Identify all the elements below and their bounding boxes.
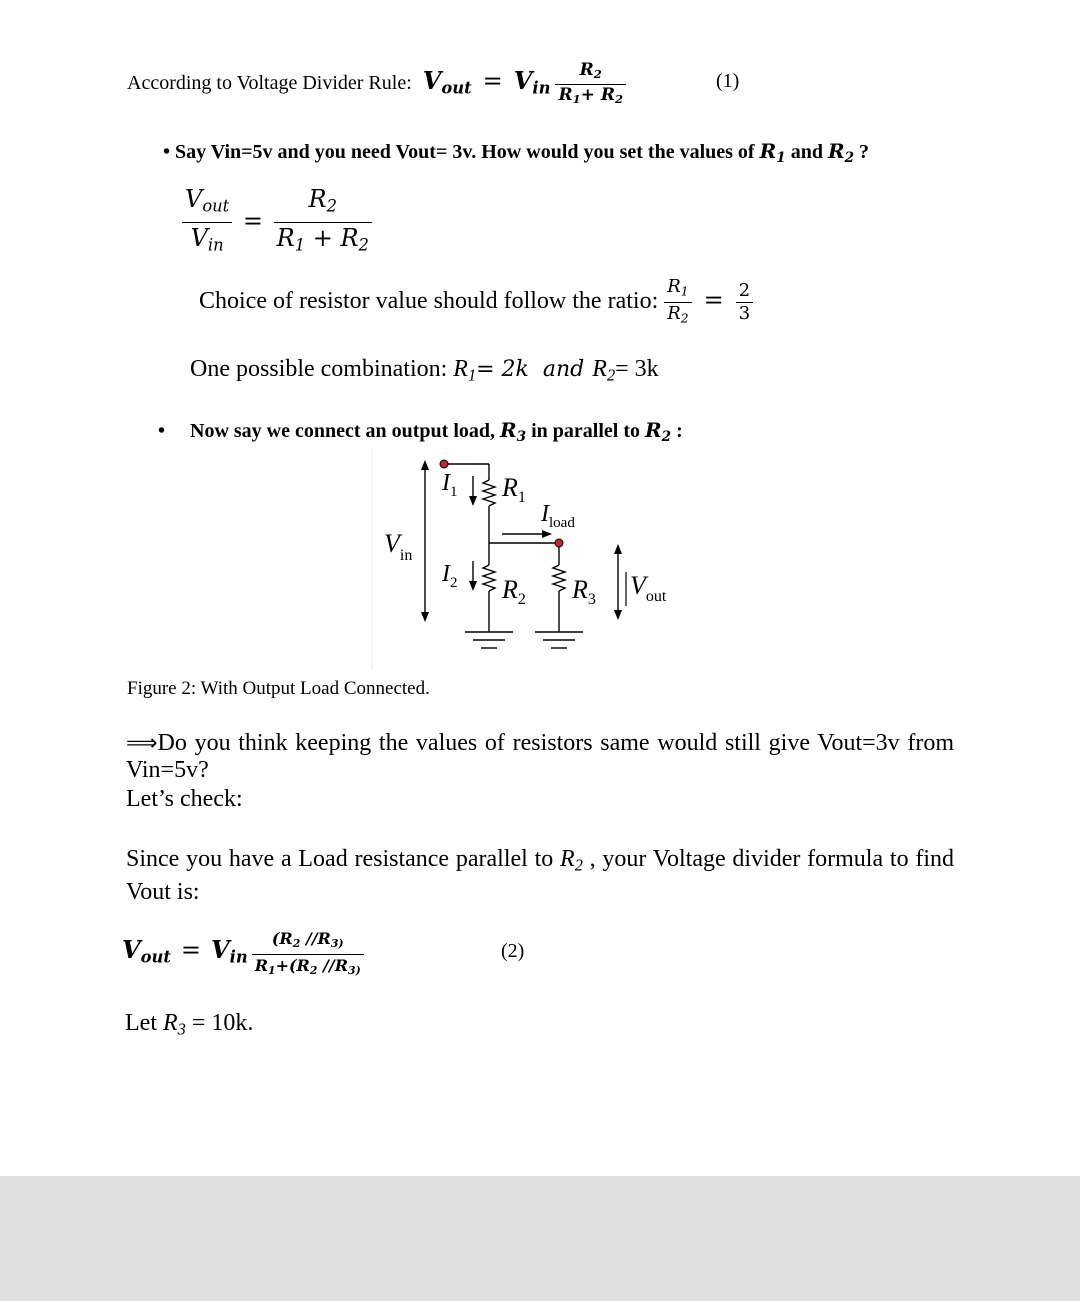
combination-line: One possible combination: $R_1= 2k$ and $R_2= 3k$: [190, 356, 659, 385]
eq1-lhs: $V_{out}$: [422, 66, 472, 98]
question-1: • Say Vin=5v and you need Vout= 3v. How would you set the values of $R_1$ and $R_2$ ?: [163, 139, 870, 166]
figure-caption: Figure 2: With Output Load Connected.: [127, 678, 430, 699]
eq2-line: $V_{out} = V_{in}$ $\frac{(R_2 //R_{3)}}{R_1+(R_2 //R_{3)}}$: [122, 924, 364, 976]
eq1-number: (1): [716, 70, 740, 92]
label-r3: $R_3$: [572, 575, 596, 608]
eq1-rhs: $V_{in}$: [513, 66, 551, 98]
eq2-lhs: $V_{out}$: [122, 935, 171, 967]
label-r2: $R_2$: [502, 575, 526, 608]
eq2-number: (2): [501, 940, 525, 962]
bullet: •: [163, 141, 171, 163]
resistor-r1: [483, 480, 495, 506]
eq1-intro: According to Voltage Divider Rule:: [127, 72, 412, 94]
circuit-diagram: [360, 446, 700, 672]
choice-value-fraction: $\frac{2}{3}$: [736, 280, 753, 325]
ground-symbol-r2: [465, 632, 513, 648]
eq2-rhs: $V_{in}$: [211, 935, 248, 967]
eq1-equals: =: [482, 67, 503, 95]
eq2-fraction: $\frac{(R_2 //R_{3)}}{R_1+(R_2 //R_{3)}}$: [252, 928, 364, 981]
choice-ratio-fraction: $\frac{R_1}{R_2}$: [664, 276, 691, 330]
label-iload: $I_{load}$: [541, 501, 575, 531]
question-2: Now say we connect an output load, $R_3$ in parallel to $R_2$ :: [190, 418, 683, 445]
implies-arrow: ⟹: [126, 731, 158, 756]
let-r3-line: Let $R_3 = 10k$.: [125, 1010, 254, 1039]
resistor-r2: [483, 565, 495, 591]
ratio-left-fraction: $\frac{V_{out}}{V_{in}}$: [182, 184, 232, 260]
check-question: ⟹Do you think keeping the values of resistors same would still give Vout=3v from Vin=5v?: [126, 730, 954, 783]
input-terminal: [440, 460, 448, 468]
resistor-r3: [553, 565, 565, 591]
choice-line: Choice of resistor value should follow the ratio: $\frac{R_1}{R_2}$ = $\frac{2}{3}$: [199, 272, 753, 328]
eq1-fraction: $\frac{R_2}{R_1+ R_2}$: [555, 60, 626, 109]
label-vout: $V_{out}$: [630, 571, 667, 605]
ratio-equation: $\frac{V_{out}}{V_{in}}$ = $\frac{R_2}{R_1 + R_2}$: [182, 184, 372, 260]
lets-check: Let’s check:: [126, 786, 243, 812]
page-gutter: [0, 1176, 1080, 1301]
since-paragraph: Since you have a Load resistance parallel to $R_2$ , your Voltage divider formula to find Vout is:: [126, 846, 955, 905]
label-r1: $R_1$: [502, 473, 526, 506]
ratio-right-fraction: $\frac{R_2}{R_1 + R_2}$: [274, 184, 372, 260]
ground-symbol-r3: [535, 632, 583, 648]
label-vin: $V_{in}$: [384, 529, 413, 564]
label-i2: $I_2$: [442, 561, 458, 591]
output-terminal: [555, 539, 563, 547]
eq1-line: [127, 58, 626, 107]
label-i1: $I_1$: [442, 470, 458, 500]
bullet-2: •: [158, 420, 166, 442]
